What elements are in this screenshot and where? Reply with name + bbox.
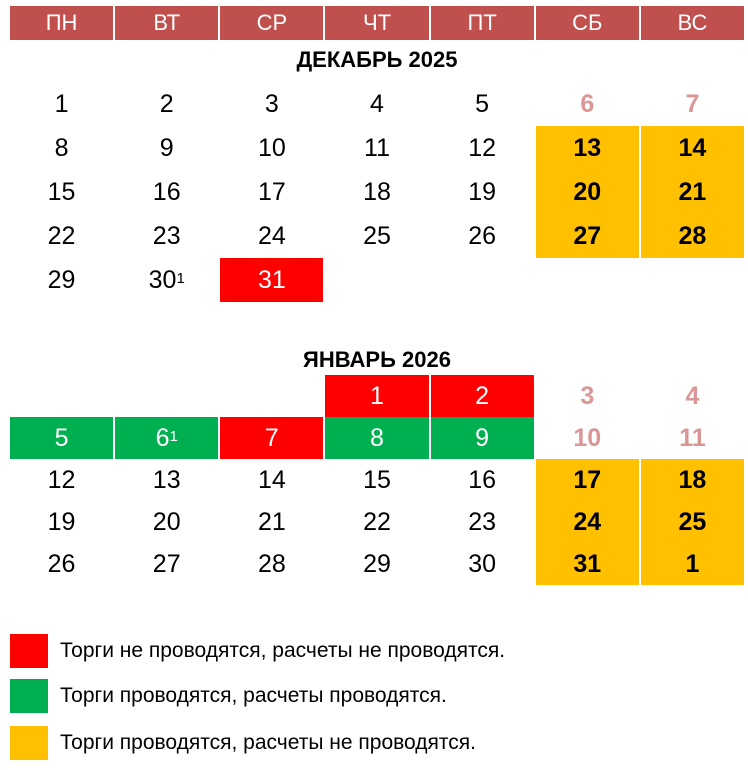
- day-number: 5: [54, 423, 69, 452]
- weekday-tue: ВТ: [115, 6, 218, 40]
- day-cell: [10, 501, 113, 543]
- day-number: 1: [54, 89, 69, 118]
- day-cell: [220, 214, 323, 258]
- day-number: 24: [257, 221, 286, 250]
- day-cell: [536, 543, 639, 585]
- day-cell: [641, 417, 744, 459]
- day-number: 8: [370, 423, 384, 452]
- day-cell: [431, 417, 534, 459]
- day-cell: [220, 126, 323, 170]
- day-cell: [115, 126, 218, 170]
- weekday-wed: СР: [220, 6, 323, 40]
- day-cell: [536, 375, 639, 417]
- day-number: 6: [155, 423, 170, 452]
- weekday-mon: ПН: [10, 6, 113, 40]
- day-number: 30: [468, 549, 497, 578]
- day-number: 22: [47, 221, 76, 250]
- day-number: 21: [257, 507, 286, 536]
- day-cell: [220, 501, 323, 543]
- day-number: 3: [264, 89, 279, 118]
- day-number: 16: [152, 177, 181, 206]
- day-number: 31: [573, 549, 602, 578]
- day-cell: [325, 170, 428, 214]
- day-cell: [220, 82, 323, 126]
- day-number: 4: [685, 381, 700, 410]
- day-cell: [325, 417, 428, 459]
- day-number: 2: [475, 381, 490, 410]
- legend-item-red: [10, 634, 505, 668]
- day-number: 15: [47, 177, 76, 206]
- day-number: 15: [363, 465, 391, 494]
- day-number: 14: [257, 465, 286, 494]
- day-cell: [10, 417, 113, 459]
- day-cell: [325, 501, 428, 543]
- empty-cell: [325, 258, 428, 302]
- day-cell: [431, 543, 534, 585]
- day-number: 2: [159, 89, 174, 118]
- day-number: 19: [468, 177, 497, 206]
- day-cell: [641, 170, 744, 214]
- day-cell: [641, 214, 744, 258]
- day-number: 25: [363, 221, 391, 250]
- empty-cell: [10, 375, 113, 417]
- day-cell: [115, 417, 218, 459]
- day-number: 17: [257, 177, 286, 206]
- day-number: 21: [678, 177, 707, 206]
- legend-item-green: [10, 679, 447, 713]
- day-cell: [115, 459, 218, 501]
- weekday-sun: ВС: [641, 6, 744, 40]
- day-number: 20: [152, 507, 181, 536]
- footnote-marker: 1: [176, 269, 185, 287]
- day-cell: [431, 501, 534, 543]
- day-cell: [536, 459, 639, 501]
- calendar-grid-december: [10, 82, 744, 302]
- day-number: 26: [468, 221, 497, 250]
- day-cell: [115, 82, 218, 126]
- day-cell: [325, 459, 428, 501]
- day-number: 18: [363, 177, 391, 206]
- day-number: 24: [573, 507, 602, 536]
- day-cell: [536, 170, 639, 214]
- day-number: 9: [159, 133, 174, 162]
- day-cell: [115, 501, 218, 543]
- empty-cell: [641, 258, 744, 302]
- day-cell: [325, 375, 428, 417]
- day-number: 4: [370, 89, 384, 118]
- day-number: 30: [148, 265, 177, 294]
- day-cell: [220, 258, 323, 302]
- day-cell: [431, 126, 534, 170]
- day-number: 12: [47, 465, 76, 494]
- day-number: 23: [468, 507, 497, 536]
- day-cell: [10, 258, 113, 302]
- day-number: 14: [678, 133, 707, 162]
- day-number: 7: [685, 89, 700, 118]
- day-cell: [115, 214, 218, 258]
- day-cell: [641, 501, 744, 543]
- empty-cell: [431, 258, 534, 302]
- day-cell: [431, 214, 534, 258]
- day-number: 31: [257, 265, 286, 294]
- day-cell: [10, 214, 113, 258]
- day-cell: [325, 82, 428, 126]
- day-number: 27: [573, 221, 602, 250]
- day-number: 25: [678, 507, 707, 536]
- legend-text-orange: Торги проводятся, расчеты не проводятся.: [60, 731, 476, 754]
- day-number: 7: [264, 423, 279, 452]
- day-cell: [220, 170, 323, 214]
- legend-text-red: Торги не проводятся, расчеты не проводятся.: [60, 639, 506, 662]
- day-cell: [325, 126, 428, 170]
- day-number: 17: [573, 465, 602, 494]
- weekday-thu: ЧТ: [325, 6, 428, 40]
- day-cell: [536, 214, 639, 258]
- legend-item-orange: [10, 726, 476, 760]
- day-number: 26: [47, 549, 76, 578]
- day-number: 28: [257, 549, 286, 578]
- day-number: 29: [47, 265, 76, 294]
- day-cell: [536, 501, 639, 543]
- empty-cell: [220, 375, 323, 417]
- day-number: 18: [678, 465, 707, 494]
- day-cell: [115, 170, 218, 214]
- day-cell: [431, 375, 534, 417]
- month-title-december: ДЕКАБРЬ 2025: [296, 47, 458, 72]
- day-cell: [431, 82, 534, 126]
- day-cell: [536, 126, 639, 170]
- day-cell: [325, 543, 428, 585]
- day-number: 9: [475, 423, 490, 452]
- day-cell: [220, 417, 323, 459]
- footnote-marker: 1: [169, 427, 178, 445]
- day-cell: [115, 258, 218, 302]
- day-number: 29: [363, 549, 391, 578]
- day-cell: [10, 459, 113, 501]
- day-number: 16: [468, 465, 497, 494]
- weekday-fri: ПТ: [431, 6, 534, 40]
- day-number: 13: [152, 465, 181, 494]
- day-cell: [220, 543, 323, 585]
- legend-swatch-red: [10, 634, 48, 668]
- day-number: 22: [363, 507, 391, 536]
- day-cell: [431, 459, 534, 501]
- empty-cell: [115, 375, 218, 417]
- day-cell: [115, 543, 218, 585]
- day-number: 20: [573, 177, 602, 206]
- day-cell: [10, 543, 113, 585]
- day-cell: [641, 82, 744, 126]
- day-number: 5: [475, 89, 490, 118]
- empty-cell: [536, 258, 639, 302]
- weekday-sat: СБ: [536, 6, 639, 40]
- day-number: 1: [685, 549, 700, 578]
- day-cell: [536, 417, 639, 459]
- day-cell: [10, 126, 113, 170]
- legend-swatch-orange: [10, 726, 48, 760]
- day-cell: [641, 459, 744, 501]
- day-cell: [536, 82, 639, 126]
- day-number: 10: [257, 133, 286, 162]
- day-number: 11: [679, 423, 706, 452]
- legend-swatch-green: [10, 679, 48, 713]
- month-title-january: ЯНВАРЬ 2026: [303, 347, 451, 372]
- day-cell: [10, 82, 113, 126]
- day-number: 1: [370, 381, 384, 410]
- day-number: 10: [573, 423, 602, 452]
- day-number: 8: [54, 133, 69, 162]
- day-number: 27: [152, 549, 181, 578]
- weekday-header: [10, 6, 744, 40]
- calendar-grid-january: [10, 375, 744, 585]
- day-number: 23: [152, 221, 181, 250]
- day-cell: [220, 459, 323, 501]
- day-cell: [641, 543, 744, 585]
- day-cell: [641, 126, 744, 170]
- day-number: 13: [573, 133, 602, 162]
- day-number: 19: [47, 507, 76, 536]
- day-cell: [325, 214, 428, 258]
- day-number: 12: [468, 133, 497, 162]
- legend-text-green: Торги проводятся, расчеты проводятся.: [60, 684, 447, 707]
- day-number: 6: [580, 89, 595, 118]
- day-cell: [431, 170, 534, 214]
- day-cell: [10, 170, 113, 214]
- day-number: 3: [580, 381, 595, 410]
- day-number: 11: [364, 133, 390, 162]
- day-cell: [641, 375, 744, 417]
- day-number: 28: [678, 221, 707, 250]
